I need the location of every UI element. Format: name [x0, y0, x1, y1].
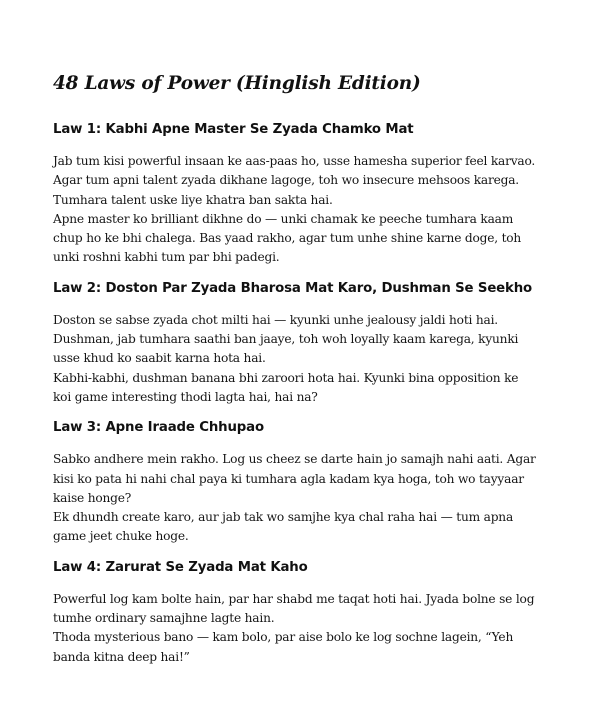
law-4-section [53, 558, 560, 667]
law-4-paragraph-1: Powerful log kam bolte hain, par har shabd me taqat hoti hai. Jyada bolne se log tumhe ordinary samajhne lagte hain. [53, 591, 535, 626]
law-1-section [53, 120, 560, 268]
law-3-paragraph-2: Ek dhundh create karo, aur jab tak wo samjhe kya chal raha hai — tum apna game jeet chuke hoge. [53, 510, 514, 544]
law-2-heading: Law 2: Doston Par Zyada Bharosa Mat Karo, Dushman Se Seekho [53, 280, 533, 296]
law-3-section [53, 418, 560, 546]
law-1-paragraph-2: Apne master ko brilliant dikhne do — unki chamak ke peeche tumhara kaam chup ho ke bhi chalega. Bas yaad rakho, agar tum unhe shine karne doge, toh unki roshni kabhi tum par bhi padegi. [53, 211, 522, 265]
law-4-paragraph-2: Thoda mysterious bano — kam bolo, par aise bolo ke log sochne lagein, “Yeh banda kitna deep hai!” [53, 630, 514, 664]
law-1-paragraph-1: Jab tum kisi powerful insaan ke aas-paas ho, usse hamesha superior feel karvao. Agar tum apni talent zyada dikhane lagoge, toh wo insecure mehsoos karega. Tumhara talent uske liye khatra ban sakta hai. [53, 154, 536, 207]
law-2-section [53, 279, 560, 407]
law-4-heading: Law 4: Zarurat Se Zyada Mat Kaho [53, 559, 308, 575]
law-1-heading: Law 1: Kabhi Apne Master Se Zyada Chamko Mat [53, 122, 414, 137]
law-3-paragraph-1: Sabko andhere mein rakho. Log us cheez se darte hain jo samajh nahi aati. Agar kisi ko pata hi nahi chal paya ki tumhara agla kadam kya hoga, toh wo tayyaar kaise honge? [53, 452, 536, 505]
law-3-heading: Law 3: Apne Iraade Chhupao [53, 420, 264, 436]
document-title: 48 Laws of Power (Hinglish Edition) [53, 73, 421, 94]
law-2-paragraph-1: Doston se sabse zyada chot milti hai — kyunki unhe jealousy jaldi hoti hai. Dushman, jab tumhara saathi ban jaaye, toh woh loyally kaam karega, kyunki usse khud ko saabit karna hota hai. [53, 312, 519, 366]
law-2-paragraph-2: Kabhi-kabhi, dushman banana bhi zaroori hota hai. Kyunki bina opposition ke koi game interesting thodi lagta hai, hai na? [53, 370, 519, 404]
